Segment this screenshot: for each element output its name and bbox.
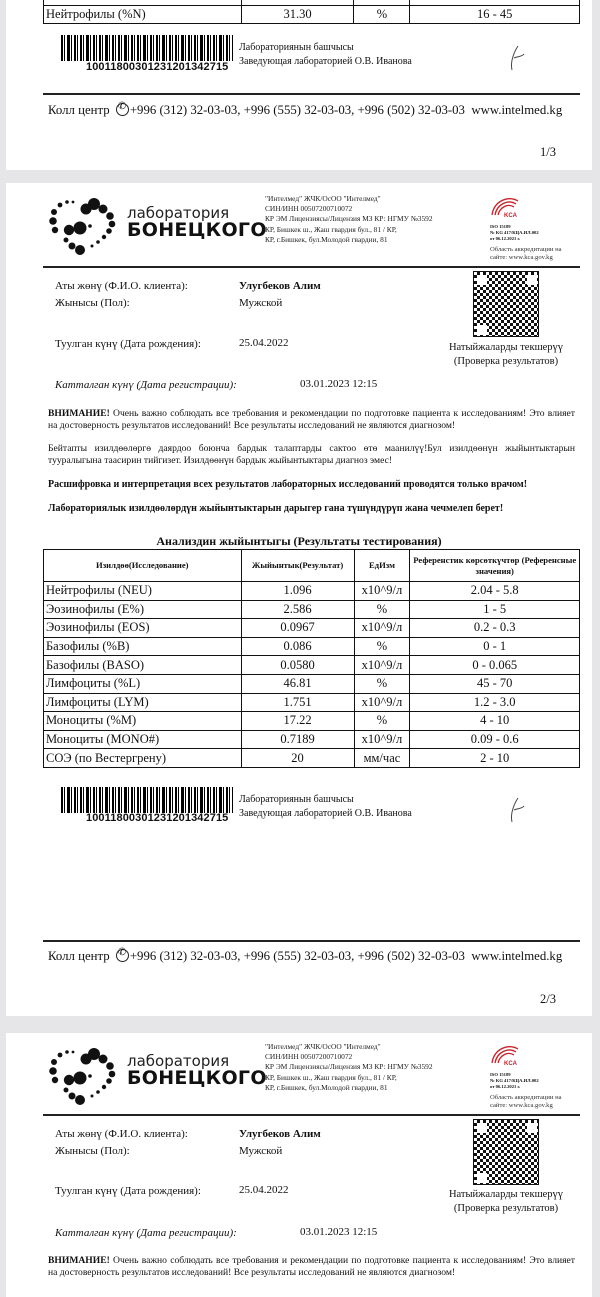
results-title: Анализдин жыйынтыгы (Результаты тестирования) bbox=[156, 534, 442, 548]
test-name: Моноциты (MONO#) bbox=[44, 730, 242, 749]
test-result: 0.7189 bbox=[241, 730, 354, 749]
test-name: Эозинофилы (E%) bbox=[44, 600, 242, 619]
test-unit: x10^9/л bbox=[354, 730, 410, 749]
test-ref: 45 - 70 bbox=[410, 674, 580, 693]
test-unit: мм/час bbox=[354, 749, 410, 768]
patient-sex-label: Жынысы (Пол): bbox=[55, 1145, 130, 1157]
footer-divider bbox=[43, 940, 580, 942]
logo-text-line2: БОНЕЦКОГО bbox=[127, 219, 267, 241]
test-name: Моноциты (%M) bbox=[44, 712, 242, 731]
barcode-number: 10011800301231201342715 bbox=[86, 61, 229, 73]
org-line: СИН/ИНН 00507200710072 bbox=[265, 1052, 353, 1062]
logo-text-line1: лаборатория bbox=[127, 1052, 230, 1070]
table-row bbox=[44, 712, 580, 731]
page-1 bbox=[6, 0, 592, 170]
test-result: 1.751 bbox=[241, 693, 354, 712]
qr-caption-line1: Натыйжаларды текшерүү bbox=[448, 342, 564, 353]
attention-text-ru: Очень важно соблюдать все требования и рекомендации по подготовке пациента к исследованиям! Это влияет на достоверность результатов исследований! Все результаты исследований не являются диагнозом! bbox=[48, 408, 575, 431]
test-result: 0.0580 bbox=[241, 656, 354, 675]
org-line: КР, г.Бишкек, бул.Молодой гвардии, 81 bbox=[265, 234, 388, 244]
test-ref: 0 - 0.065 bbox=[410, 656, 580, 675]
column-header-result: Жыйынтык(Результат) bbox=[241, 550, 354, 582]
test-name: Лимфоциты (LYM) bbox=[44, 693, 242, 712]
test-result: 17.22 bbox=[241, 712, 354, 731]
website-link[interactable]: www.intelmed.kg bbox=[471, 103, 563, 117]
org-line: КР ЭМ Лицензиясы/Лицензия МЗ КР: НГМУ №3592 bbox=[265, 214, 433, 224]
column-header-test: Изилдөө(Исследование) bbox=[44, 550, 242, 582]
org-line: "Интелмед" ЖЧК/ОсОО "Интелмед" bbox=[265, 194, 381, 203]
attention-notice-ky: Бейтапты изилдөөлөргө даярдоо боюнча бардык талаптарды сактоо өтө маанилүү!Бул изилдөөнүн жыйынтыктарын тууралыгына таасирин тийгизет. Изилдөөнүн бардык жыйынтыктары диагноз эмес! bbox=[48, 443, 575, 466]
iso-line: № KG 417/КЦА.ИЛ.002 bbox=[490, 1078, 539, 1083]
test-ref: 0.2 - 0.3 bbox=[410, 619, 580, 638]
attention-word: ВНИМАНИЕ! bbox=[48, 408, 110, 419]
org-line: "Интелмед" ЖЧК/ОсОО "Интелмед" bbox=[265, 1042, 381, 1051]
qr-code[interactable] bbox=[473, 271, 539, 337]
test-name: Эозинофилы (EOS) bbox=[44, 619, 242, 638]
logo-text-line1: лаборатория bbox=[127, 204, 230, 222]
org-line: СИН/ИНН 00507200710072 bbox=[265, 204, 353, 214]
test-result: 31.30 bbox=[241, 5, 354, 24]
iso-line: № KG 417/КЦА.ИЛ.002 bbox=[490, 230, 539, 235]
call-center-phones[interactable]: +996 (312) 32-03-03, +996 (555) 32-03-03, +996 (502) 32-03-03 bbox=[129, 103, 465, 117]
note-line: Область аккредитации на bbox=[490, 246, 562, 253]
test-unit: x10^9/л bbox=[354, 693, 410, 712]
lab-logo-icon bbox=[46, 1044, 122, 1106]
footer-contacts bbox=[48, 103, 562, 118]
note-line: Область аккредитации на bbox=[490, 1094, 562, 1101]
lab-logo-icon bbox=[46, 194, 122, 256]
patient-dob-label: Туулган күнү (Дата рождения): bbox=[55, 338, 201, 350]
header-divider bbox=[43, 266, 580, 268]
header-divider bbox=[43, 1114, 580, 1116]
registration-date-value: 03.01.2023 12:15 bbox=[300, 378, 378, 390]
test-ref: 4 - 10 bbox=[410, 712, 580, 731]
test-unit: % bbox=[354, 600, 410, 619]
patient-name-value: Улугбеков Алим bbox=[239, 280, 321, 292]
org-line: КР, Бишкек ш., Жаш гвардия бул., 81 / КР, bbox=[265, 1072, 397, 1082]
test-ref: 2 - 10 bbox=[410, 749, 580, 768]
iso-info bbox=[490, 1072, 592, 1090]
accreditation-note bbox=[490, 246, 592, 262]
iso-line: ISO 15189 bbox=[490, 1072, 511, 1077]
table-row bbox=[44, 693, 580, 712]
attention-notice-ru bbox=[48, 408, 575, 431]
test-name: Нейтрофилы (NEU) bbox=[44, 582, 242, 601]
test-ref: 2.04 - 5.8 bbox=[410, 582, 580, 601]
call-center-label: Колл центр bbox=[48, 103, 110, 117]
test-result: 2.586 bbox=[241, 600, 354, 619]
patient-sex-value: Мужской bbox=[239, 1145, 283, 1157]
table-row bbox=[44, 674, 580, 693]
patient-dob-label: Туулган күнү (Дата рождения): bbox=[55, 1185, 201, 1197]
footer-divider bbox=[43, 93, 580, 95]
table-row bbox=[44, 582, 580, 601]
kca-logo-icon bbox=[490, 1041, 522, 1067]
iso-line: ISO 15189 bbox=[490, 224, 511, 229]
barcode bbox=[61, 787, 233, 813]
call-center-label: Колл центр bbox=[48, 949, 110, 963]
org-line: КР, г.Бишкек, бул.Молодой гвардии, 81 bbox=[265, 1082, 388, 1092]
test-unit: x10^9/л bbox=[354, 582, 410, 601]
lab-head-title-ky: Лабораториянын башчысы bbox=[239, 794, 354, 805]
registration-date-label: Катталган күнү (Дата регистрации): bbox=[55, 1227, 237, 1239]
test-unit: % bbox=[354, 712, 410, 731]
test-result: 20 bbox=[241, 749, 354, 768]
phone-icon bbox=[116, 949, 129, 962]
results-table bbox=[43, 549, 580, 768]
qr-code[interactable] bbox=[473, 1119, 539, 1185]
org-line: КР, Бишкек ш., Жаш гвардия бул., 81 / КР, bbox=[265, 224, 397, 234]
barcode-number: 10011800301231201342715 bbox=[86, 812, 229, 824]
test-result: 1.096 bbox=[241, 582, 354, 601]
svg-text:KCA: KCA bbox=[504, 1061, 517, 1067]
table-row bbox=[44, 637, 580, 656]
patient-sex-value: Мужской bbox=[239, 297, 283, 309]
table-row bbox=[44, 730, 580, 749]
test-ref: 0 - 1 bbox=[410, 637, 580, 656]
signature-icon bbox=[504, 794, 526, 824]
column-header-reference: Референстик көрсөткүчтөр (Референсные значения) bbox=[410, 550, 580, 582]
test-name: СОЭ (по Вестергрену) bbox=[44, 749, 242, 768]
patient-dob-value: 25.04.2022 bbox=[239, 337, 289, 349]
patient-name-label: Аты жөнү (Ф.И.О. клиента): bbox=[55, 1128, 188, 1140]
test-ref: 16 - 45 bbox=[410, 5, 580, 24]
lab-head-title-ru: Заведующая лабораторией О.В. Иванова bbox=[239, 56, 412, 67]
lab-head-title-ky: Лабораториянын башчысы bbox=[239, 42, 354, 53]
table-row bbox=[44, 5, 580, 24]
test-name: Лимфоциты (%L) bbox=[44, 674, 242, 693]
test-name: Базофилы (BASO) bbox=[44, 656, 242, 675]
test-result: 0.086 bbox=[241, 637, 354, 656]
page-2 bbox=[6, 183, 592, 1016]
patient-sex-label: Жынысы (Пол): bbox=[55, 297, 130, 309]
table-row bbox=[44, 656, 580, 675]
registration-date-label: Катталган күнү (Дата регистрации): bbox=[55, 379, 237, 391]
attention-text-ru: Очень важно соблюдать все требования и рекомендации по подготовке пациента к исследованиям! Это влияет на достоверность результатов исследований! Все результаты исследований не являются диагнозом! bbox=[48, 1255, 575, 1278]
qr-caption-line1: Натыйжаларды текшерүү bbox=[448, 1189, 564, 1200]
iso-line: от 06.12.2021 г. bbox=[490, 1084, 521, 1089]
phone-icon bbox=[116, 103, 129, 116]
page-number: 2/3 bbox=[540, 992, 556, 1006]
signature-icon bbox=[504, 42, 526, 72]
lab-head-signature-text bbox=[239, 793, 412, 821]
call-center-phones[interactable]: +996 (312) 32-03-03, +996 (555) 32-03-03, +996 (502) 32-03-03 bbox=[129, 949, 465, 963]
test-result: 0.0967 bbox=[241, 619, 354, 638]
test-unit: % bbox=[354, 674, 410, 693]
organization-info bbox=[265, 194, 433, 245]
note-line[interactable]: сайте: www.kca.gov.kg bbox=[490, 1102, 553, 1110]
page-number: 1/3 bbox=[540, 145, 556, 159]
table-header-row bbox=[44, 550, 580, 582]
qr-caption bbox=[441, 341, 571, 369]
barcode bbox=[61, 35, 233, 61]
footer-contacts bbox=[48, 949, 562, 964]
registration-date-value: 03.01.2023 12:15 bbox=[300, 1226, 378, 1238]
organization-info bbox=[265, 1042, 433, 1093]
accreditation-block bbox=[490, 193, 592, 262]
org-line: КР ЭМ Лицензиясы/Лицензия МЗ КР: НГМУ №3592 bbox=[265, 1062, 433, 1072]
note-line[interactable]: сайте: www.kca.gov.kg bbox=[490, 254, 553, 262]
svg-text:KCA: KCA bbox=[504, 213, 517, 219]
test-name: Базофилы (%B) bbox=[44, 637, 242, 656]
test-unit: % bbox=[354, 5, 410, 24]
patient-dob-value: 25.04.2022 bbox=[239, 1184, 289, 1196]
kca-logo-icon bbox=[490, 193, 522, 219]
qr-caption-line2: (Проверка результатов) bbox=[453, 356, 559, 367]
accreditation-block bbox=[490, 1041, 592, 1110]
patient-name-label: Аты жөнү (Ф.И.О. клиента): bbox=[55, 280, 188, 292]
table-row bbox=[44, 749, 580, 768]
iso-line: от 06.12.2021 г. bbox=[490, 236, 521, 241]
qr-caption bbox=[441, 1188, 571, 1216]
table-row bbox=[44, 619, 580, 638]
test-result: 46.81 bbox=[241, 674, 354, 693]
table-row bbox=[44, 600, 580, 619]
website-link[interactable]: www.intelmed.kg bbox=[471, 949, 563, 963]
test-name: Нейтрофилы (%N) bbox=[44, 5, 242, 24]
column-header-unit: ЕдИзм bbox=[354, 550, 410, 582]
results-table-page1-tail bbox=[43, 0, 580, 24]
test-unit: x10^9/л bbox=[354, 619, 410, 638]
accreditation-note bbox=[490, 1094, 592, 1110]
patient-name-value: Улугбеков Алим bbox=[239, 1128, 321, 1140]
page-3 bbox=[6, 1033, 592, 1297]
lab-head-title-ru: Заведующая лабораторией О.В. Иванова bbox=[239, 808, 412, 819]
test-ref: 1 - 5 bbox=[410, 600, 580, 619]
test-unit: x10^9/л bbox=[354, 656, 410, 675]
test-ref: 0.09 - 0.6 bbox=[410, 730, 580, 749]
attention-word: ВНИМАНИЕ! bbox=[48, 1255, 110, 1266]
attention-notice-ru bbox=[48, 1255, 575, 1278]
test-ref: 1.2 - 3.0 bbox=[410, 693, 580, 712]
logo-text-line2: БОНЕЦКОГО bbox=[127, 1067, 267, 1089]
iso-info bbox=[490, 224, 592, 242]
doctor-notice-ru: Расшифровка и интерпретация всех результатов лабораторных исследований проводятся только врачом! bbox=[48, 479, 528, 490]
qr-caption-line2: (Проверка результатов) bbox=[453, 1203, 559, 1214]
lab-head-signature-text bbox=[239, 41, 412, 69]
doctor-notice-ky: Лабораториялык изилдөөлөрдүн жыйынтыктарын дарыгер гана түшүндүрүп жана чечмелеп берет! bbox=[48, 503, 504, 514]
test-unit: % bbox=[354, 637, 410, 656]
